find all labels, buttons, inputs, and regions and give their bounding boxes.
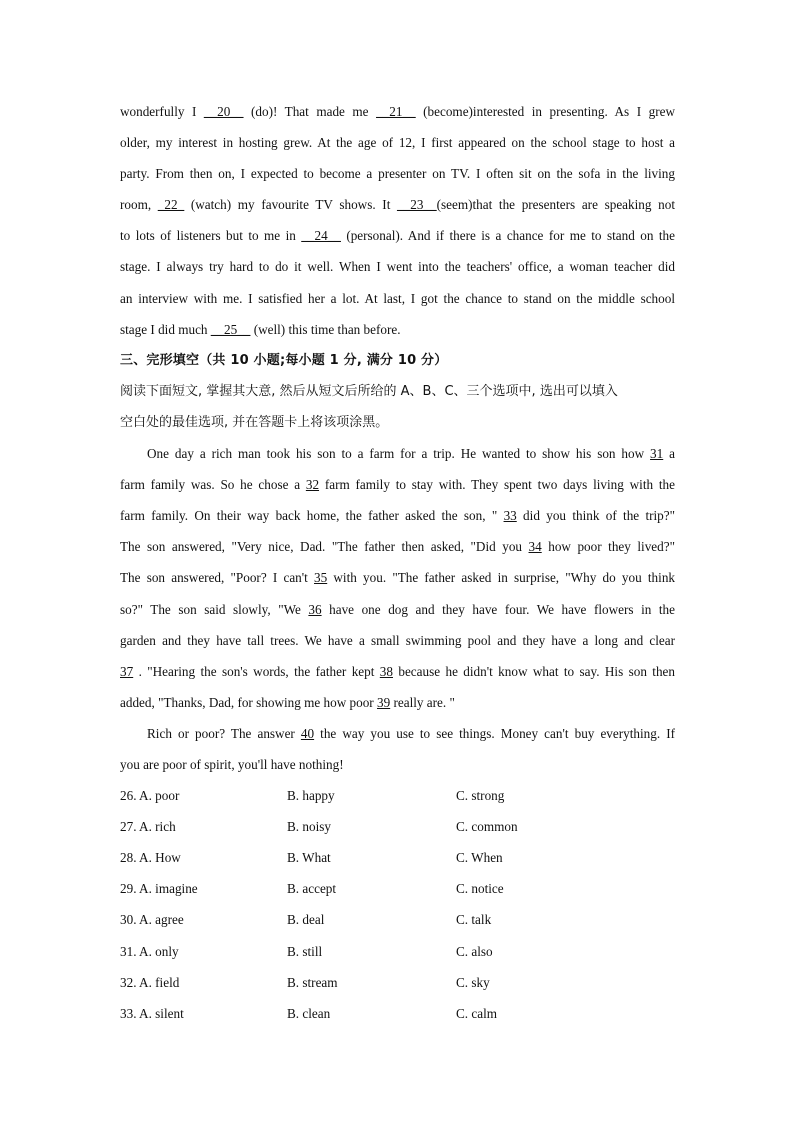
text-segment: did you think of the trip?" [516, 508, 676, 524]
text-segment: farm family to stay with. They spent two days living with the [319, 477, 675, 493]
text-segment: have one dog and they have four. We have flowers in the [321, 601, 675, 617]
blank-number: _22_ [157, 197, 185, 213]
options-list [120, 780, 675, 1029]
text-line [120, 625, 675, 656]
text-segment: you are poor of spirit, you'll have nothing! [120, 756, 344, 772]
text-segment: an interview with me. I satisfied her a lot. At last, I got the chance to stand on the middle school [120, 290, 675, 306]
blank-number: 36 [308, 601, 322, 617]
section-heading: 三、完形填空（共 10 小题;每小题 1 分, 满分 10 分） [120, 352, 448, 368]
text-line [120, 687, 675, 718]
instruction-line-1: 阅读下面短文, 掌握其大意, 然后从短文后所给的 A、B、C、三个选项中, 选出可以填入 [120, 383, 618, 399]
text-segment: to lots of listeners but to me in [120, 228, 302, 244]
text-segment: garden and they have tall trees. We have a small swimming pool and they have a long and clear [120, 632, 675, 648]
instruction-line-2: 空白处的最佳选项, 并在答题卡上将该项涂黑。 [120, 414, 389, 430]
text-segment: how poor they lived?" [541, 539, 675, 555]
option-c: C. also [456, 943, 493, 959]
text-line [120, 562, 675, 593]
blank-number: __25__ [210, 321, 251, 337]
option-a: 31. A. only [120, 943, 179, 959]
blank-number: 39 [377, 694, 391, 710]
text-segment: (become)interested in presenting. As I grew [415, 104, 675, 119]
option-b: B. deal [287, 912, 325, 928]
option-a: 32. A. field [120, 974, 180, 990]
text-segment: . "Hearing the son's words, the father kept [133, 663, 380, 679]
option-b: B. happy [287, 788, 335, 804]
text-segment: because he didn't know what to say. His son then [392, 663, 675, 679]
text-line [120, 718, 675, 749]
option-row [120, 780, 675, 811]
text-line [120, 251, 675, 282]
text-segment: stage I did much [120, 321, 211, 337]
text-segment: (well) this time than before. [250, 321, 401, 337]
text-line [120, 96, 675, 127]
option-row [120, 967, 675, 998]
option-b: B. clean [287, 1005, 331, 1021]
text-segment: with you. "The father asked in surprise, "Why do you think [327, 570, 676, 586]
cloze-paragraph-2 [120, 718, 675, 780]
text-segment: Rich or poor? The answer [147, 725, 301, 741]
option-b: B. noisy [287, 819, 331, 835]
text-segment: (watch) my favourite TV shows. It [184, 197, 398, 213]
option-b: B. What [287, 850, 331, 866]
text-line [120, 438, 675, 469]
text-segment: older, my interest in hosting grew. At the age of 12, I first appeared on the school stage to host a [120, 135, 675, 151]
option-c: C. talk [456, 912, 492, 928]
text-segment: (personal). And if there is a chance for me to stand on the [340, 228, 675, 244]
text-segment: (do)! That made me [243, 104, 377, 119]
cloze-paragraph-1 [120, 438, 675, 718]
option-row [120, 811, 675, 842]
blank-number: 40 [300, 725, 315, 741]
text-line [120, 127, 675, 158]
text-segment: farm family. On their way back home, the father asked the son, " [120, 508, 504, 524]
option-c: C. notice [456, 881, 504, 897]
blank-number: __24__ [301, 228, 341, 244]
text-segment: a [663, 446, 675, 462]
option-c: C. strong [456, 788, 505, 804]
text-line [120, 189, 675, 220]
text-segment: (seem)that the presenters are speaking not [436, 197, 675, 213]
text-segment: stage. I always try hard to do it well. When I went into the teachers' office, a woman teacher did [120, 259, 675, 275]
blank-number: 34 [528, 539, 542, 555]
text-line [120, 469, 675, 500]
text-segment: the way you use to see things. Money can't buy everything. If [314, 725, 675, 741]
text-segment: One day a rich man took his son to a farm for a trip. He wanted to show his son how [147, 446, 651, 462]
blank-number: 35 [314, 570, 328, 586]
option-row [120, 873, 675, 904]
blank-number: 33 [503, 508, 517, 524]
option-c: C. common [456, 819, 518, 835]
option-b: B. accept [287, 881, 337, 897]
blank-number: 38 [379, 663, 393, 679]
text-segment: really are. " [390, 694, 455, 710]
blank-number: 37 [120, 663, 134, 679]
passage-fill-in [120, 96, 675, 345]
blank-number: __20__ [203, 104, 244, 119]
option-c: C. When [456, 850, 503, 866]
option-a: 27. A. rich [120, 819, 176, 835]
option-a: 30. A. agree [120, 912, 184, 928]
option-row [120, 998, 675, 1029]
text-segment: so?" The son said slowly, "We [120, 601, 309, 617]
text-line [120, 500, 675, 531]
option-a: 33. A. silent [120, 1005, 184, 1021]
text-segment: room, [120, 197, 158, 213]
text-segment: The son answered, "Very nice, Dad. "The father then asked, "Did you [120, 539, 529, 555]
option-a: 28. A. How [120, 850, 181, 866]
blank-number: 32 [305, 477, 320, 493]
text-segment: added, "Thanks, Dad, for showing me how poor [120, 694, 377, 710]
option-c: C. calm [456, 1005, 498, 1021]
option-b: B. still [287, 943, 323, 959]
option-a: 29. A. imagine [120, 881, 198, 897]
option-row [120, 904, 675, 935]
option-row [120, 842, 675, 873]
text-segment: party. From then on, I expected to become a presenter on TV. I often sit on the sofa in the living [120, 166, 675, 182]
text-segment: wonderfully I [120, 104, 204, 119]
option-row [120, 936, 675, 967]
text-line [120, 220, 675, 251]
text-line [120, 283, 675, 314]
text-line [120, 158, 675, 189]
text-line [120, 749, 675, 780]
blank-number: 31 [650, 446, 664, 462]
blank-number: __21__ [376, 104, 416, 119]
option-b: B. stream [287, 974, 338, 990]
text-line [120, 314, 675, 345]
blank-number: __23__ [397, 197, 437, 213]
text-segment: The son answered, "Poor? I can't [120, 570, 315, 586]
text-line [120, 656, 675, 687]
document-page [120, 96, 675, 1029]
text-segment: farm family was. So he chose a [120, 477, 306, 493]
option-c: C. sky [456, 974, 490, 990]
text-line [120, 594, 675, 625]
option-a: 26. A. poor [120, 788, 180, 804]
text-line [120, 531, 675, 562]
